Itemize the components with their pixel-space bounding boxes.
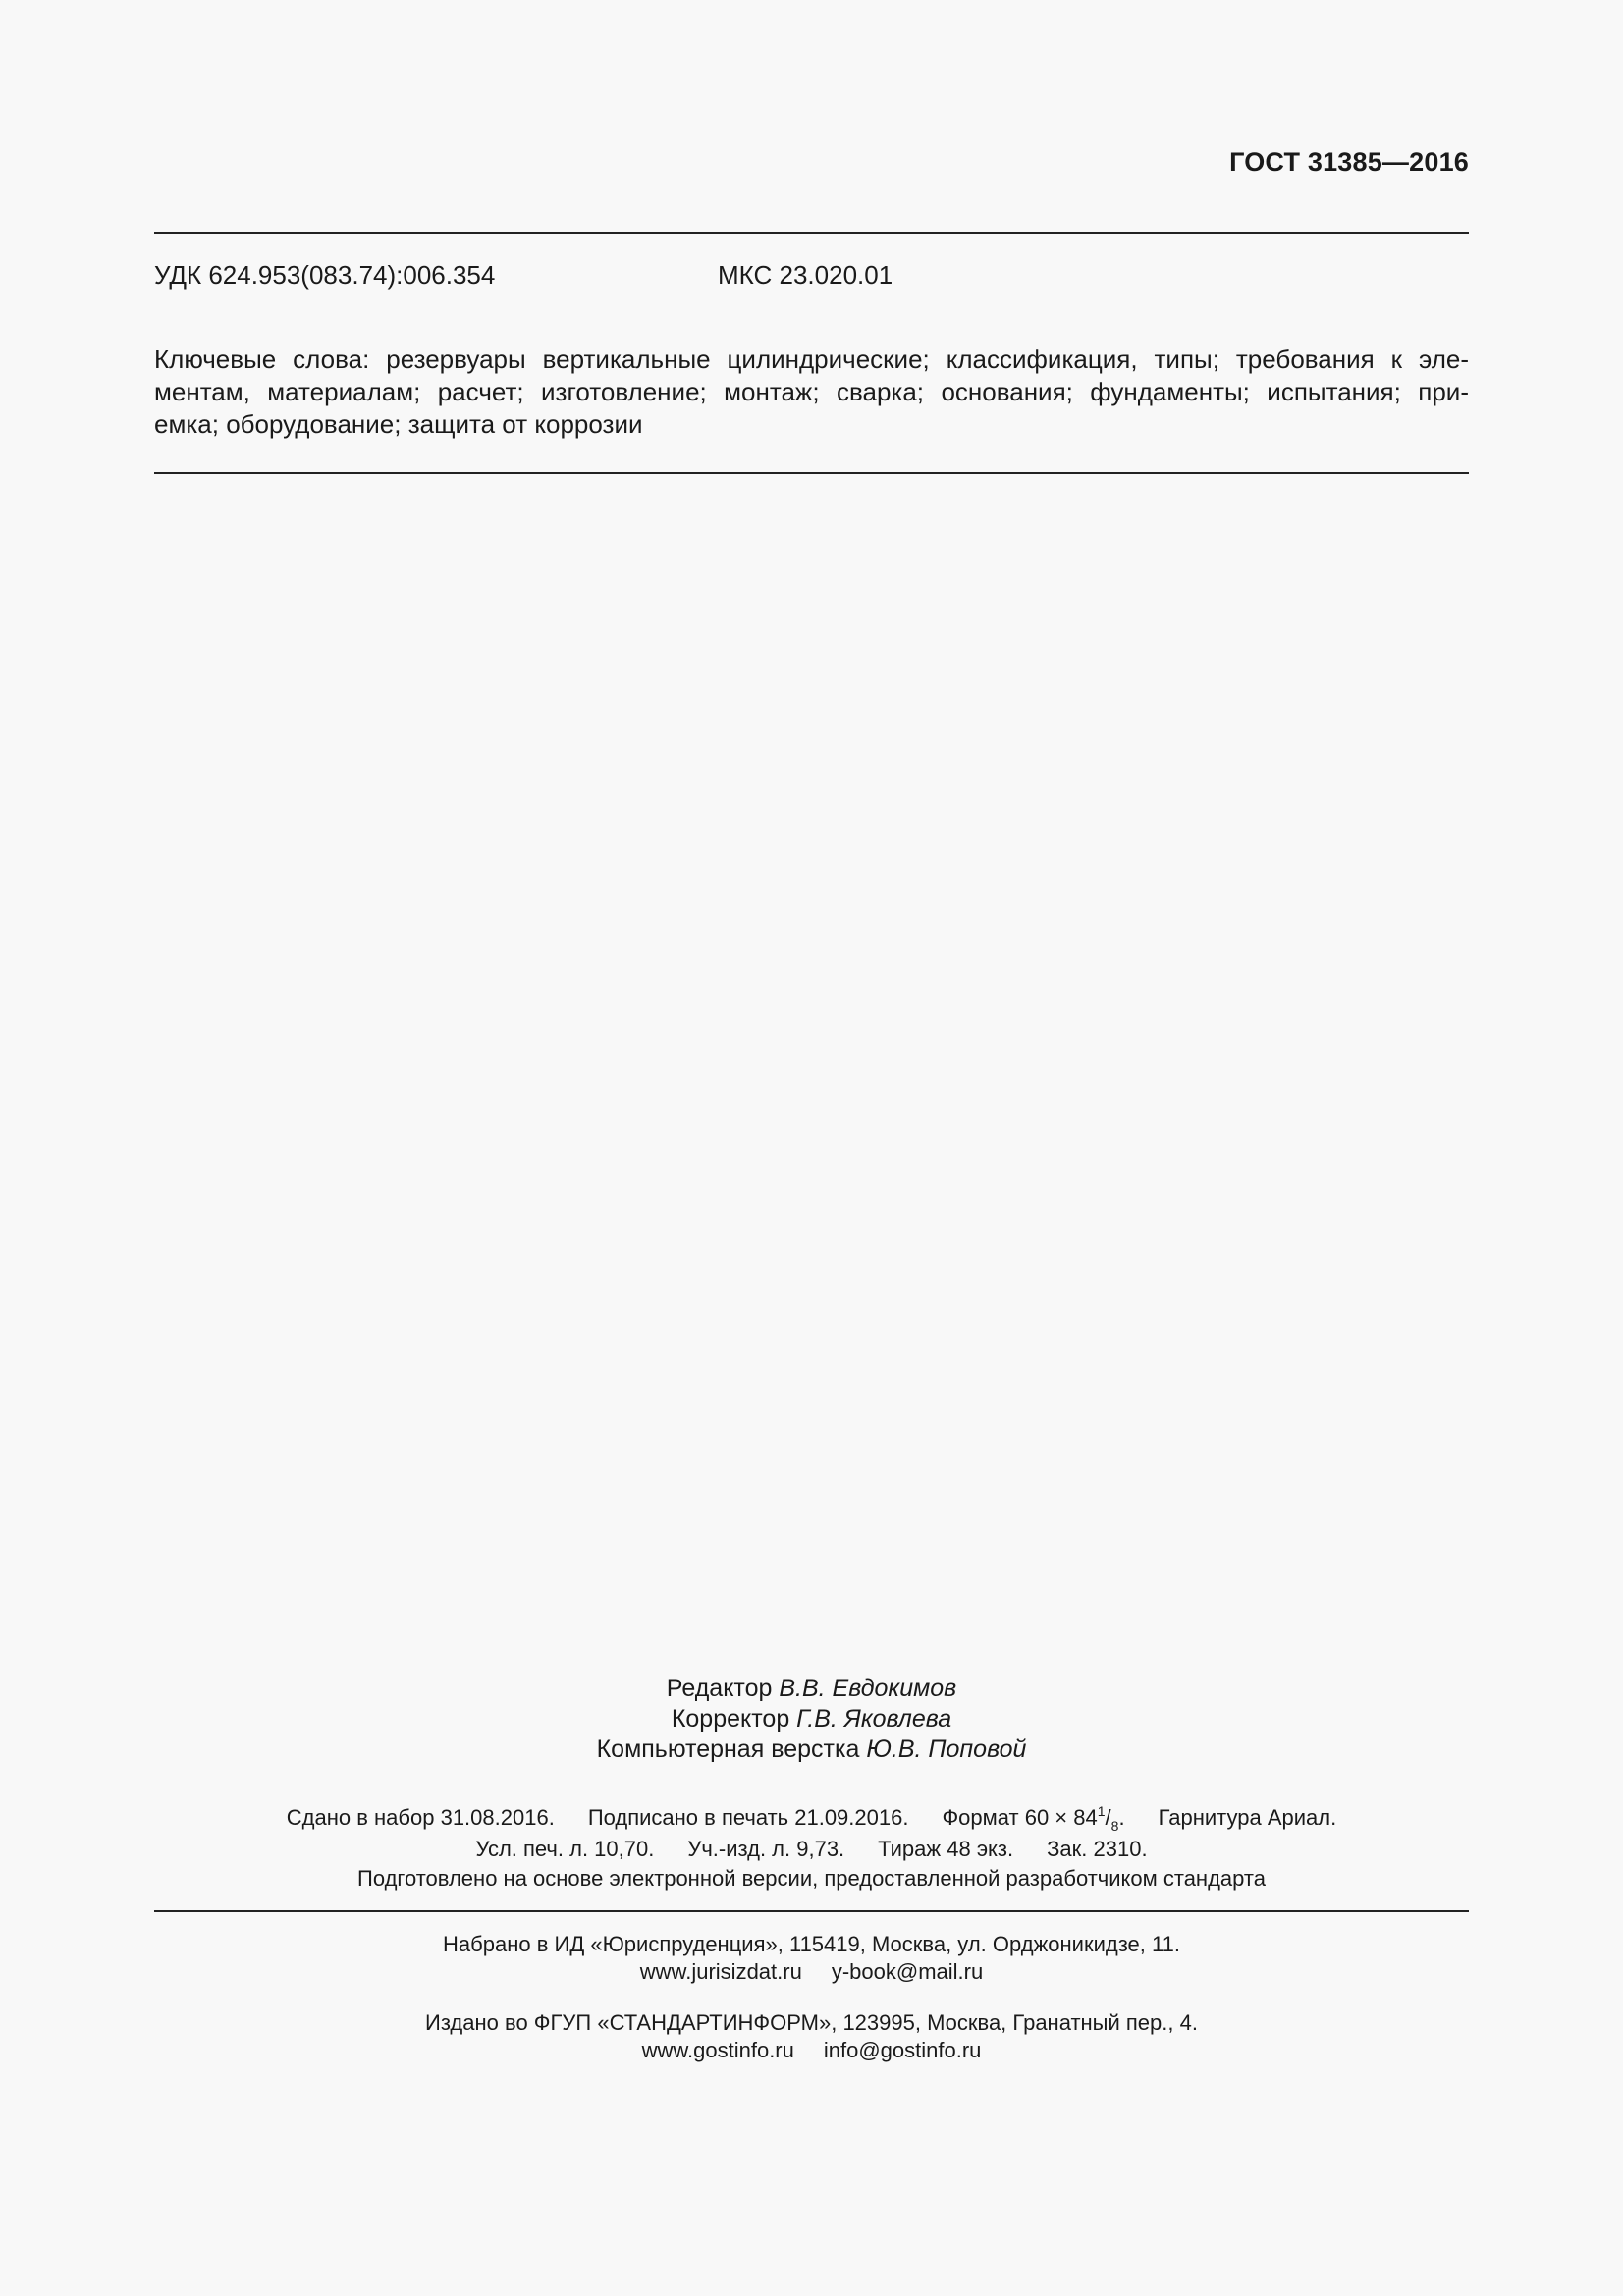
- keywords-line-3: емка; оборудование; защита от коррозии: [154, 409, 643, 439]
- top-divider: [154, 232, 1469, 234]
- editor-name: В.В. Евдокимов: [779, 1675, 957, 1702]
- imprint-divider: [154, 1910, 1469, 1912]
- publisher-sheets: Уч.-изд. л. 9,73.: [687, 1837, 845, 1861]
- keywords-paragraph: [154, 344, 1469, 441]
- typesetter-address: Набрано в ИД «Юриспруденция», 115419, Москва, ул. Орджоникидзе, 11.: [443, 1932, 1180, 1956]
- layout-credit: [154, 1735, 1469, 1765]
- publisher-email-link[interactable]: info@gostinfo.ru: [823, 2038, 982, 2062]
- typesetter-contacts: [154, 1958, 1469, 1986]
- imprint-note: Подготовлено на основе электронной версии, предоставленной разработчиком стандарта: [357, 1866, 1266, 1891]
- keywords-line-2: ментам, материалам; расчет; изготовление; монтаж; сварка; основания; фундаменты; испытания; при-: [154, 377, 1469, 406]
- staff-credits: [154, 1674, 1469, 1765]
- layout-name: Ю.В. Поповой: [866, 1735, 1027, 1763]
- editor-credit: [154, 1674, 1469, 1704]
- typesetter-website-link[interactable]: www.jurisizdat.ru: [639, 1959, 802, 1984]
- publisher-contacts: [154, 2037, 1469, 2064]
- typeface: Гарнитура Ариал.: [1158, 1805, 1337, 1830]
- mks-code: МКС 23.020.01: [718, 260, 893, 290]
- imprint-line-1: [154, 1803, 1469, 1835]
- keywords-divider: [154, 472, 1469, 474]
- layout-label: Компьютерная верстка: [596, 1735, 860, 1763]
- corrector-credit: [154, 1704, 1469, 1735]
- corrector-name: Г.В. Яковлева: [796, 1705, 952, 1733]
- typeset-date: Сдано в набор 31.08.2016.: [286, 1805, 555, 1830]
- document-code: ГОСТ 31385—2016: [1229, 147, 1469, 177]
- keywords-line-1: Ключевые слова: резервуары вертикальные цилиндрические; классификация, типы; требования к эле-: [154, 345, 1469, 374]
- imprint-block: [154, 1803, 1469, 1894]
- paper-format: Формат $60 \times 84^1/_8$.: [942, 1803, 1125, 1834]
- publisher-website-link[interactable]: www.gostinfo.ru: [641, 2038, 794, 2062]
- typesetter-email-link[interactable]: y-book@mail.ru: [831, 1959, 984, 1984]
- print-sheets: Усл. печ. л. 10,70.: [475, 1837, 655, 1861]
- corrector-label: Корректор: [671, 1705, 790, 1733]
- editor-label: Редактор: [666, 1675, 773, 1702]
- order-number: Зак. 2310.: [1047, 1837, 1148, 1861]
- circulation: Тираж 48 экз.: [878, 1837, 1014, 1861]
- publisher-address: Издано во ФГУП «СТАНДАРТИНФОРМ», 123995, Москва, Гранатный пер., 4.: [425, 2010, 1198, 2035]
- publisher-block: [154, 2009, 1469, 2064]
- typesetter-block: [154, 1931, 1469, 1986]
- signed-date: Подписано в печать 21.09.2016.: [587, 1805, 909, 1830]
- udk-code: УДК 624.953(083.74):006.354: [154, 260, 496, 290]
- imprint-line-2: [154, 1835, 1469, 1864]
